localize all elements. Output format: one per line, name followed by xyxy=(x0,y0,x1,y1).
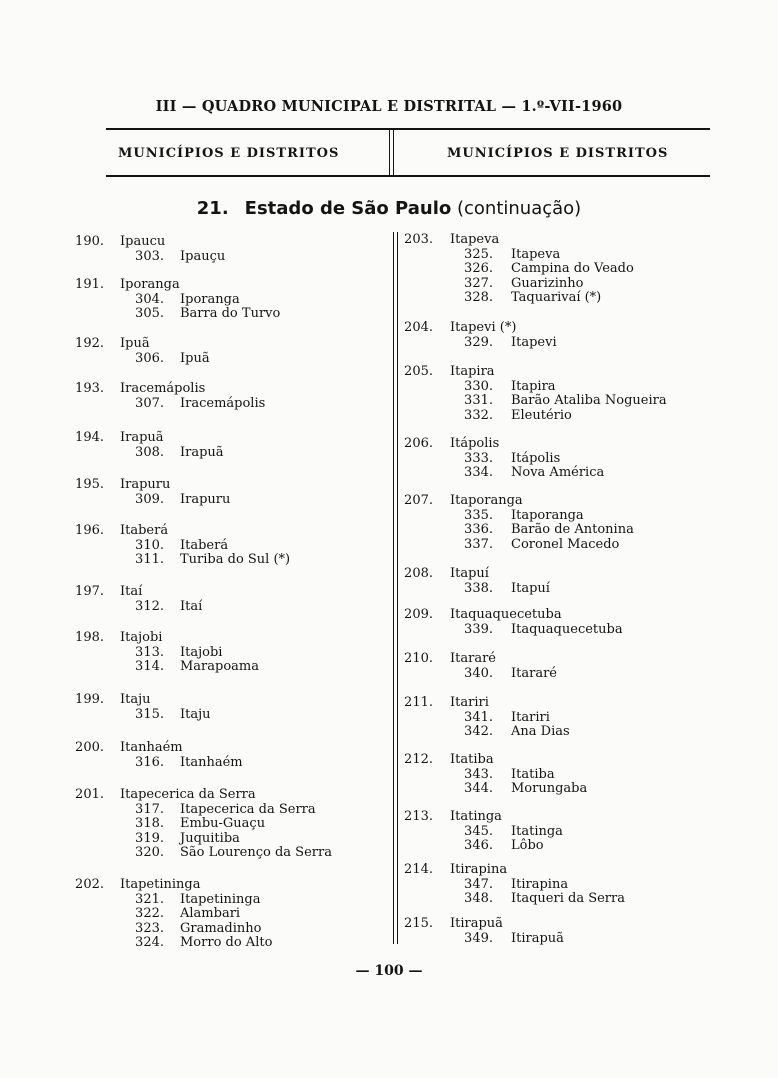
section-state: Estado de São Paulo xyxy=(244,198,452,219)
district-name: Nova América xyxy=(511,465,605,481)
district-name: Barão de Antonina xyxy=(511,522,634,538)
district-name: Iporanga xyxy=(180,291,240,307)
municipality-number: 204. xyxy=(404,320,433,335)
district-number: 319. xyxy=(135,830,164,846)
district-number: 336. xyxy=(464,522,493,538)
district-name: Itaí xyxy=(180,598,203,614)
district-number: 323. xyxy=(135,920,164,936)
district-number: 343. xyxy=(464,766,493,782)
district-number: 320. xyxy=(135,845,164,861)
district-number: 326. xyxy=(464,261,493,277)
municipality-name: Itaí xyxy=(120,584,143,599)
municipality-name: Irapuã xyxy=(120,430,164,445)
municipality-name: Itapira xyxy=(450,364,495,379)
district-name: Itapecerica da Serra xyxy=(180,801,316,817)
municipality-name: Itaju xyxy=(120,692,151,707)
district-number: 318. xyxy=(135,816,164,832)
district-name: Itapuí xyxy=(511,580,550,596)
district-number: 328. xyxy=(464,290,493,306)
column-divider-2 xyxy=(397,232,398,944)
district-number: 304. xyxy=(135,291,164,307)
municipality-name: Itirapina xyxy=(450,862,508,877)
district-number: 308. xyxy=(135,444,164,460)
district-name: Ana Dias xyxy=(511,724,570,740)
district-name: Alambari xyxy=(180,906,241,922)
district-name: Itapetininga xyxy=(180,891,261,907)
district-number: 338. xyxy=(464,580,493,596)
municipality-number: 213. xyxy=(404,809,433,824)
district-name: Itatinga xyxy=(511,823,563,839)
municipality-name: Itajobi xyxy=(120,630,163,645)
municipality-number: 208. xyxy=(404,566,433,581)
district-number: 333. xyxy=(464,450,493,466)
district-name: Itapira xyxy=(511,378,556,394)
municipality-name: Itápolis xyxy=(450,436,500,451)
district-number: 324. xyxy=(135,935,164,951)
district-number: 312. xyxy=(135,598,164,614)
municipality-number: 191. xyxy=(75,277,104,292)
district-name: Iracemápolis xyxy=(180,395,266,411)
district-number: 305. xyxy=(135,306,164,322)
district-number: 334. xyxy=(464,465,493,481)
municipality-name: Itapeva xyxy=(450,232,500,247)
district-number: 330. xyxy=(464,378,493,394)
section-title xyxy=(0,198,778,219)
district-name: Barão Ataliba Nogueira xyxy=(511,393,667,409)
district-name: Ipuã xyxy=(180,350,210,366)
municipality-name: Itaberá xyxy=(120,523,169,538)
municipality-number: 206. xyxy=(404,436,433,451)
municipality-number: 211. xyxy=(404,695,433,710)
district-name: Itararé xyxy=(511,665,557,681)
district-number: 341. xyxy=(464,709,493,725)
district-name: Gramadinho xyxy=(180,920,262,936)
district-number: 307. xyxy=(135,395,164,411)
municipality-number: 212. xyxy=(404,752,433,767)
district-number: 329. xyxy=(464,334,493,350)
municipality-name: Itariri xyxy=(450,695,489,710)
district-number: 345. xyxy=(464,823,493,839)
district-name: Juquitiba xyxy=(180,830,240,846)
district-name: Ipauçu xyxy=(180,248,226,264)
district-name: Itirapina xyxy=(511,876,569,892)
district-number: 317. xyxy=(135,801,164,817)
municipality-number: 203. xyxy=(404,232,433,247)
municipality-number: 215. xyxy=(404,916,433,931)
district-number: 331. xyxy=(464,393,493,409)
district-number: 347. xyxy=(464,876,493,892)
column-header-right: MUNICÍPIOS E DISTRITOS xyxy=(447,146,669,161)
district-name: Turiba do Sul (*) xyxy=(180,552,291,568)
district-name: Itaquaquecetuba xyxy=(511,621,623,637)
municipality-name: Itatiba xyxy=(450,752,494,767)
municipality-number: 205. xyxy=(404,364,433,379)
district-number: 311. xyxy=(135,552,164,568)
district-number: 337. xyxy=(464,536,493,552)
district-name: Morro do Alto xyxy=(180,935,273,951)
header-rule-bottom xyxy=(106,175,710,177)
municipality-name: Ipuã xyxy=(120,336,150,351)
district-number: 342. xyxy=(464,724,493,740)
municipality-name: Itatinga xyxy=(450,809,502,824)
district-name: Itapevi xyxy=(511,334,557,350)
district-name: Irapuru xyxy=(180,491,231,507)
municipality-number: 214. xyxy=(404,862,433,877)
municipality-number: 202. xyxy=(75,877,104,892)
district-name: Itaqueri da Serra xyxy=(511,891,625,907)
district-name: Irapuã xyxy=(180,444,224,460)
municipality-name: Iporanga xyxy=(120,277,180,292)
district-number: 321. xyxy=(135,891,164,907)
district-name: Marapoama xyxy=(180,659,260,675)
municipality-number: 197. xyxy=(75,584,104,599)
municipality-number: 192. xyxy=(75,336,104,351)
district-name: Eleutério xyxy=(511,407,572,423)
column-divider-1 xyxy=(393,232,394,944)
municipality-name: Irapuru xyxy=(120,477,171,492)
municipality-name: Itirapuã xyxy=(450,916,503,931)
municipality-number: 209. xyxy=(404,607,433,622)
district-number: 313. xyxy=(135,644,164,660)
header-divider-1 xyxy=(389,130,390,176)
municipality-name: Itapuí xyxy=(450,566,489,581)
district-name: Campina do Veado xyxy=(511,261,634,277)
district-name: Lôbo xyxy=(511,838,544,854)
district-name: Itirapuã xyxy=(511,930,564,946)
district-name: Itanhaém xyxy=(180,754,243,770)
district-name: Coronel Macedo xyxy=(511,536,620,552)
municipality-number: 195. xyxy=(75,477,104,492)
district-number: 332. xyxy=(464,407,493,423)
district-number: 325. xyxy=(464,246,493,262)
header-divider-2 xyxy=(393,130,394,176)
municipality-name: Itapevi (*) xyxy=(450,320,517,335)
district-number: 339. xyxy=(464,621,493,637)
district-name: Itaju xyxy=(180,706,211,722)
district-name: Barra do Turvo xyxy=(180,306,281,322)
municipality-number: 200. xyxy=(75,740,104,755)
district-name: Itapeva xyxy=(511,246,561,262)
district-name: Itápolis xyxy=(511,450,561,466)
district-name: São Lourenço da Serra xyxy=(180,845,332,861)
municipality-number: 193. xyxy=(75,381,104,396)
municipality-name: Itapecerica da Serra xyxy=(120,787,256,802)
district-number: 349. xyxy=(464,930,493,946)
district-name: Itariri xyxy=(511,709,550,725)
district-name: Guarizinho xyxy=(511,275,584,291)
municipality-number: 210. xyxy=(404,651,433,666)
municipality-name: Itapetininga xyxy=(120,877,201,892)
district-number: 327. xyxy=(464,275,493,291)
district-number: 310. xyxy=(135,537,164,553)
district-number: 335. xyxy=(464,507,493,523)
header-rule-top xyxy=(106,128,710,130)
municipality-number: 201. xyxy=(75,787,104,802)
district-number: 303. xyxy=(135,248,164,264)
district-name: Itatiba xyxy=(511,766,555,782)
district-number: 340. xyxy=(464,665,493,681)
district-number: 346. xyxy=(464,838,493,854)
district-name: Itaberá xyxy=(180,537,229,553)
municipality-number: 198. xyxy=(75,630,104,645)
municipality-number: 194. xyxy=(75,430,104,445)
municipality-name: Itaporanga xyxy=(450,493,523,508)
district-number: 315. xyxy=(135,706,164,722)
district-name: Itaporanga xyxy=(511,507,584,523)
district-name: Morungaba xyxy=(511,781,588,797)
municipality-name: Itaquaquecetuba xyxy=(450,607,562,622)
district-number: 309. xyxy=(135,491,164,507)
section-number: 21. xyxy=(196,198,229,219)
municipality-name: Ipaucu xyxy=(120,234,166,249)
district-name: Taquarivaí (*) xyxy=(511,290,602,306)
district-number: 314. xyxy=(135,659,164,675)
district-name: Embu-Guaçu xyxy=(180,816,266,832)
district-number: 348. xyxy=(464,891,493,907)
municipality-number: 190. xyxy=(75,234,104,249)
municipality-name: Itararé xyxy=(450,651,496,666)
municipality-number: 207. xyxy=(404,493,433,508)
district-number: 344. xyxy=(464,781,493,797)
municipality-number: 196. xyxy=(75,523,104,538)
district-number: 322. xyxy=(135,906,164,922)
column-header-left: MUNICÍPIOS E DISTRITOS xyxy=(118,146,340,161)
page-header: III — QUADRO MUNICIPAL E DISTRITAL — 1.º-VII-1960 xyxy=(155,98,623,115)
page-number: — 100 — xyxy=(355,963,423,979)
municipality-name: Itanhaém xyxy=(120,740,183,755)
district-number: 316. xyxy=(135,754,164,770)
municipality-number: 199. xyxy=(75,692,104,707)
district-name: Itajobi xyxy=(180,644,223,660)
municipality-name: Iracemápolis xyxy=(120,381,206,396)
district-number: 306. xyxy=(135,350,164,366)
section-subtitle: (continuação) xyxy=(457,198,582,219)
